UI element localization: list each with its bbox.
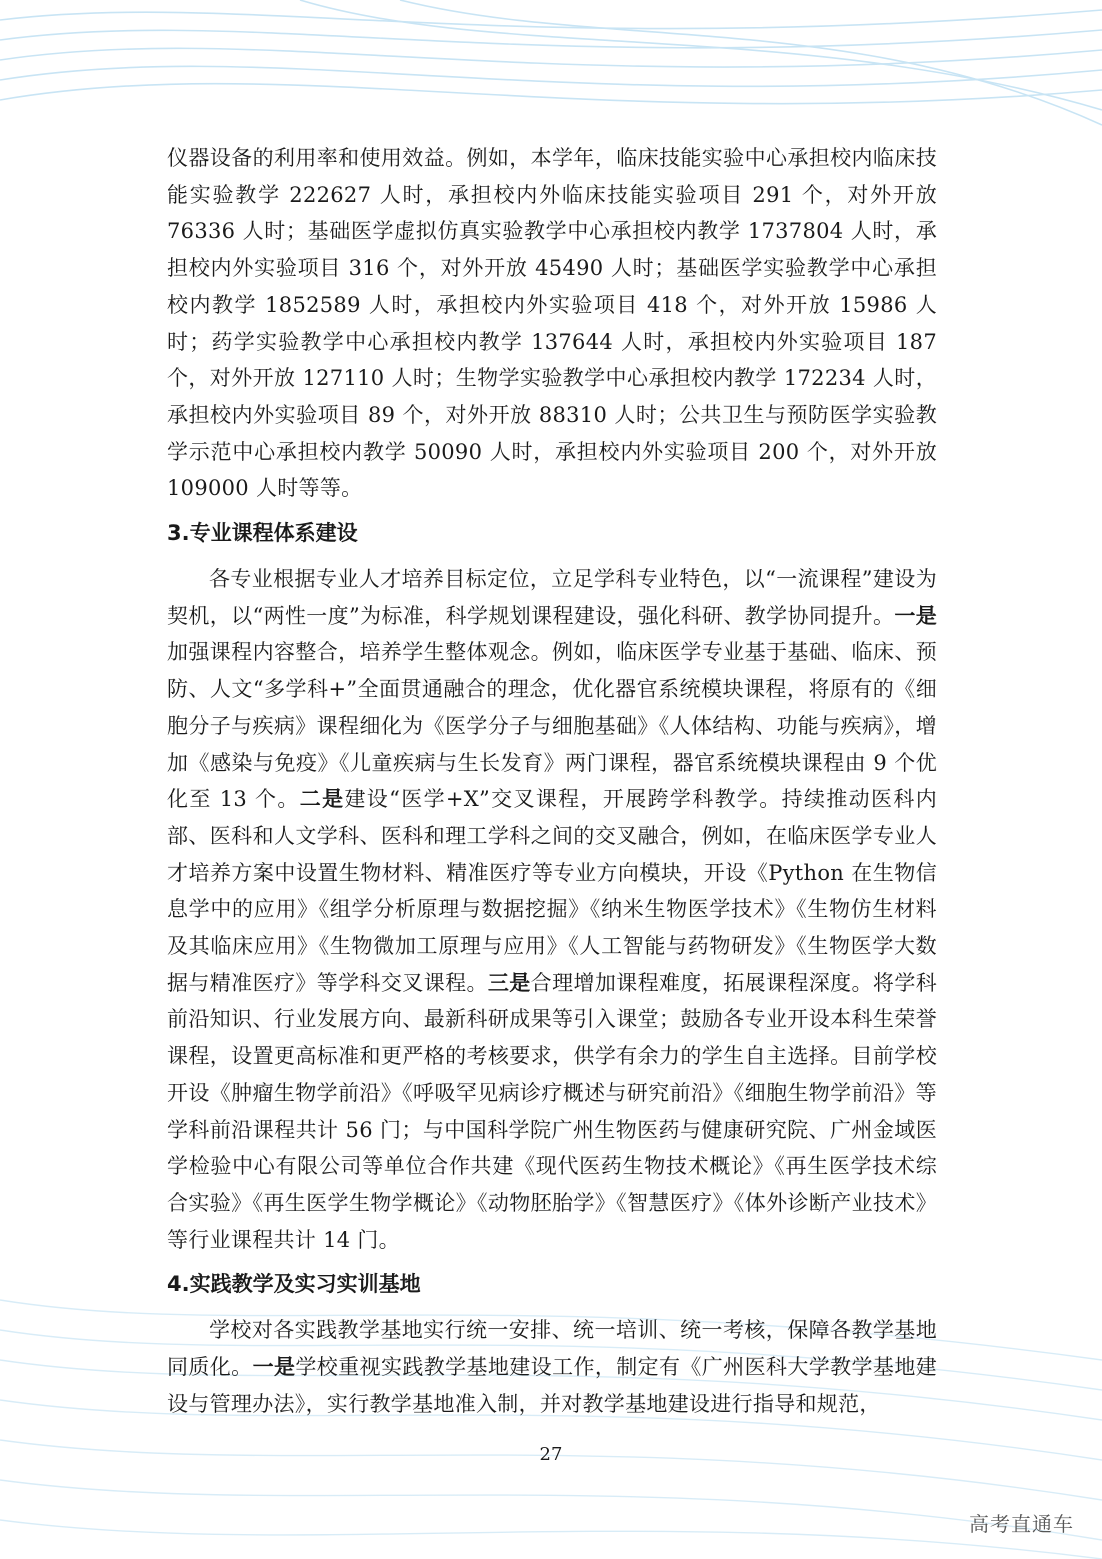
bold-lead-1: 一是 [894, 602, 937, 628]
text-segment: 学校对各实践教学基地实行统一安排、统一培训、统一考核，保障各教学基地同质化。 [167, 1318, 937, 1380]
bold-lead-3: 三是 [487, 969, 531, 995]
watermark-text: 高考直通车 [969, 1512, 1074, 1536]
body-paragraph-practice-bases [167, 1312, 937, 1422]
body-paragraph-lab-usage: 仪器设备的利用率和使用效益。例如，本学年，临床技能实验中心承担校内临床技能实验教学 222627 人时，承担校内外临床技能实验项目 291 个，对外开放 76336 人时；基础医学虚拟仿真实验教学中心承担校内教学 1737804 人时，承担校内外实验项目 316 个，对外开放 45490 人时；基础医学实验教学中心承担校内教学 1852589 人时，承担校内外实验项目 418 个，对外开放 15986 人时；药学实验教学中心承担校内教学 137644 人时，承担校内外实验项目 187 个，对外开放 127110 人时；生物学实验教学中心承担校内教学 172234 人时，承担校内外实验项目 89 个，对外开放 88310 人时；公共卫生与预防医学实验教学示范中心承担校内教学 50090 人时，承担校内外实验项目 200 个，对外开放 109000 人时等等。 [167, 146, 937, 501]
section-heading-practice-bases: 4.实践教学及实习实训基地 [167, 1272, 421, 1297]
bold-lead-1: 一是 [252, 1354, 296, 1380]
text-segment: 各专业根据专业人才培养目标定位，立足学科专业特色，以“一流课程”建设为契机，以“两性一度”为标准，科学规划课程建设，强化科研、教学协同提升。 [167, 567, 937, 628]
body-paragraph-curriculum [167, 561, 937, 1258]
text-segment: 学校重视实践教学基地建设工作，制定有《广州医科大学教学基地建设与管理办法》，实行教学基地准入制，并对教学基地建设进行指导和规范， [167, 1355, 938, 1416]
text-segment: 建设“医学+X”交叉课程，开展跨学科教学。持续推动医科内部、医科和人文学科、医科和理工学科之间的交叉融合，例如，在临床医学专业人才培养方案中设置生物材料、精准医疗等专业方向模块，开设《Python 在生物信息学中的应用》《组学分析原理与数据挖掘》《纳米生物医学技术》《生物仿生材料及其临床应用》《生物微加工原理与应用》《人工智能与药物研发》《生物医学大数据与精准医疗》等学科交叉课程。 [167, 787, 937, 995]
page-number: 27 [539, 1444, 563, 1465]
section-heading-curriculum: 3.专业课程体系建设 [167, 521, 358, 546]
page-content [167, 140, 937, 1423]
text-segment: 加强课程内容整合，培养学生整体观念。例如，临床医学专业基于基础、临床、预防、人文“多学科+”全面贯通融合的理念，优化器官系统模块课程，将原有的《细胞分子与疾病》课程细化为《医学分子与细胞基础》《人体结构、功能与疾病》，增加《感染与免疫》《儿童疾病与生长发育》两门课程，器官系统模块课程由 9 个优化至 13 个。 [167, 640, 937, 812]
text-segment: 合理增加课程难度，拓展课程深度。将学科前沿知识、行业发展方向、最新科研成果等引入课堂；鼓励各专业开设本科生荣誉课程，设置更高标准和更严格的考核要求，供学有余力的学生自主选择。目前学校开设《肿瘤生物学前沿》《呼吸罕见病诊疗概述与研究前沿》《细胞生物学前沿》等学科前沿课程共计 56 门；与中国科学院广州生物医药与健康研究院、广州金域医学检验中心有限公司等单位合作共建《现代医药生物技术概论》《再生医学技术综合实验》《再生医学生物学概论》《动物胚胎学》《智慧医疗》《体外诊断产业技术》等行业课程共计 14 门。 [167, 970, 938, 1252]
bold-lead-2: 二是 [299, 786, 345, 812]
